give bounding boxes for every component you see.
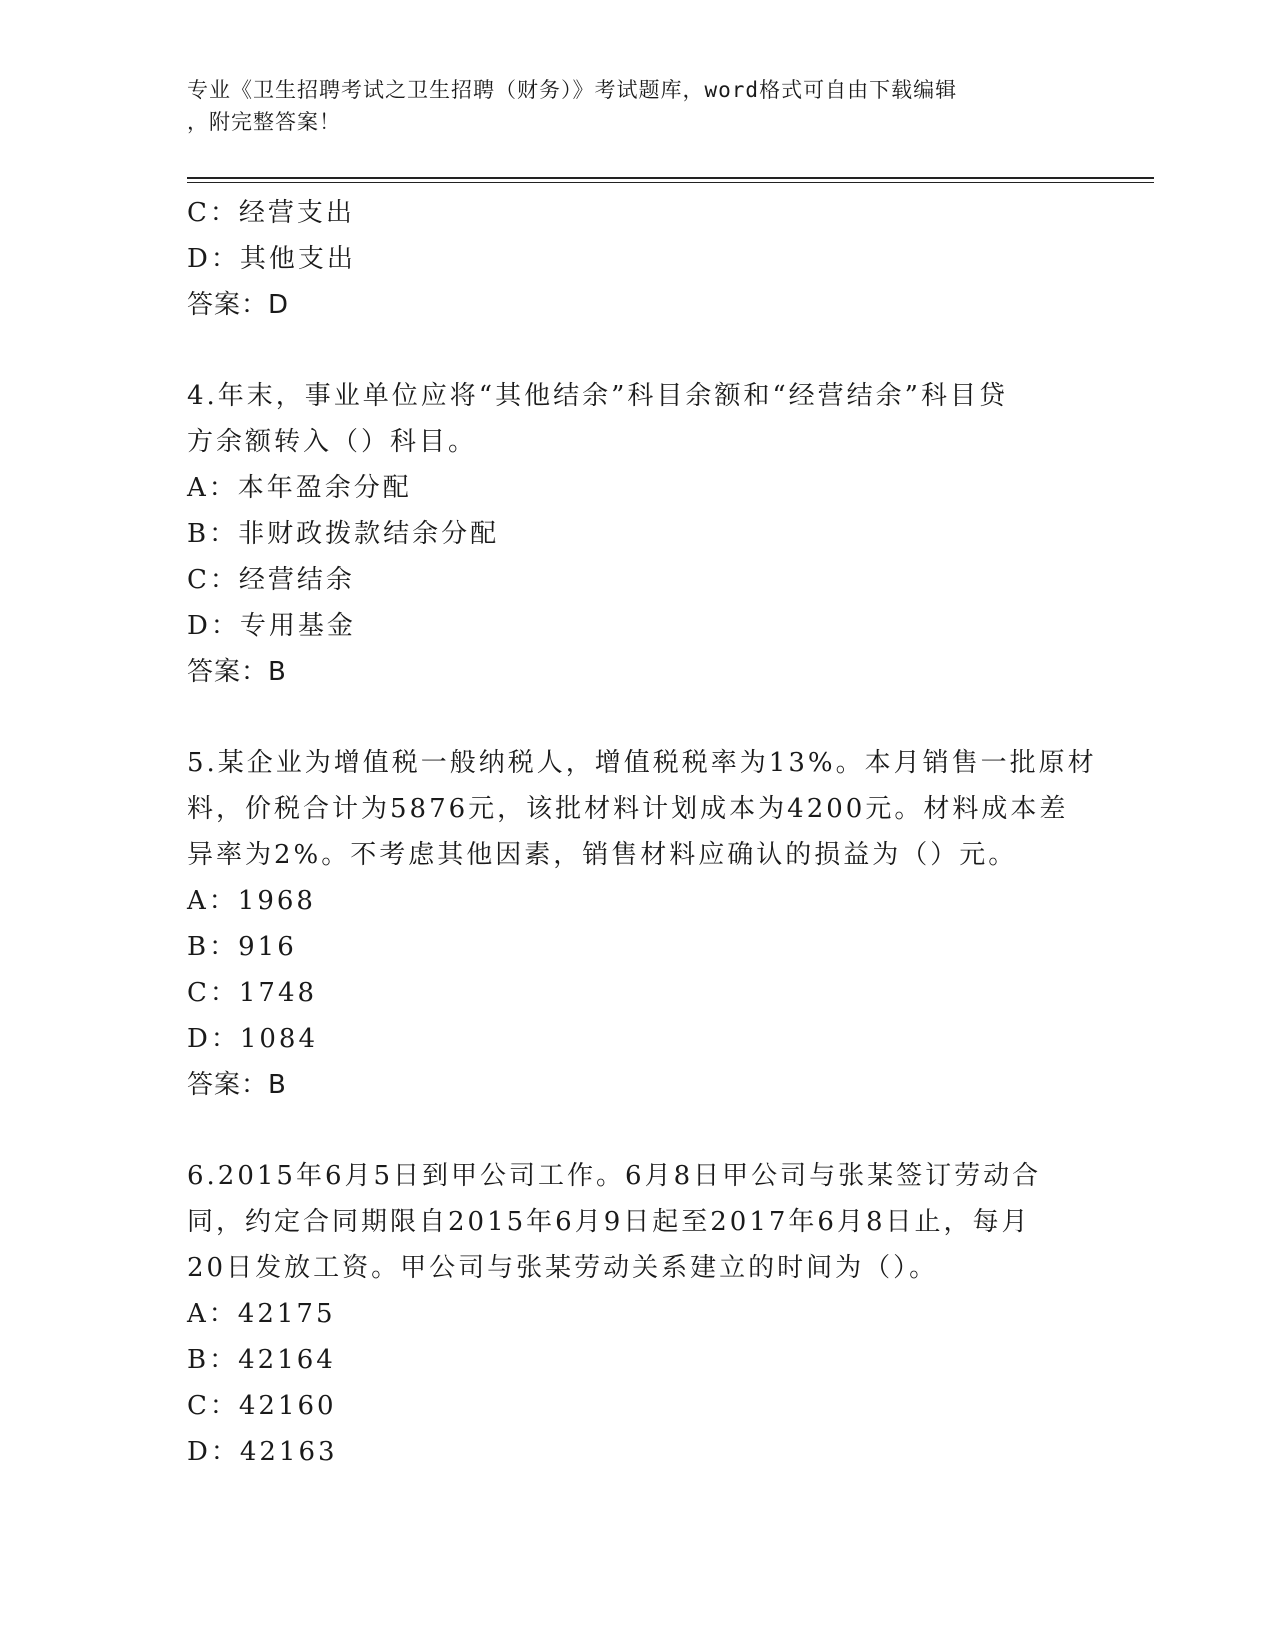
header-line-1: 专业《卫生招聘考试之卫生招聘（财务）》考试题库，word格式可自由下载编辑 xyxy=(187,78,958,102)
question-3-tail xyxy=(187,190,1087,328)
answer-line: 答案：B xyxy=(187,1070,287,1100)
question-stem-line: 6.2015年6月5日到甲公司工作。6月8日甲公司与张某签订劳动合 xyxy=(187,1161,1042,1191)
option-d: D：其他支出 xyxy=(187,244,356,274)
option-d: D：1084 xyxy=(187,1024,319,1054)
answer-line: 答案：D xyxy=(187,290,290,320)
question-stem-line: 同，约定合同期限自2015年6月9日起至2017年6月8日止，每月 xyxy=(187,1207,1031,1237)
header-divider-thin xyxy=(187,182,1154,183)
header-divider-thick xyxy=(187,177,1154,179)
option-c: C：经营支出 xyxy=(187,198,355,228)
option-a: A：本年盈余分配 xyxy=(187,473,412,503)
question-4 xyxy=(187,373,1087,695)
question-stem-line: 方余额转入（）科目。 xyxy=(187,427,478,457)
option-b: B：916 xyxy=(187,932,297,962)
document-header xyxy=(187,74,1067,138)
question-6 xyxy=(187,1153,1087,1475)
question-list xyxy=(187,190,1097,1475)
option-d: D：专用基金 xyxy=(187,611,356,641)
option-b: B：非财政拨款结余分配 xyxy=(187,519,500,549)
spacer xyxy=(187,328,1087,373)
answer-line: 答案：B xyxy=(187,657,287,687)
header-line-2: ，附完整答案！ xyxy=(187,110,341,134)
option-a: A：42175 xyxy=(187,1299,336,1329)
question-stem-line: 4.年末，事业单位应将“其他结余”科目余额和“经营结余”科目贷 xyxy=(187,381,1008,411)
question-stem-line: 料，价税合计为5876元，该批材料计划成本为4200元。材料成本差 xyxy=(187,794,1069,824)
question-stem-line: 异率为2%。不考虑其他因素，销售材料应确认的损益为（）元。 xyxy=(187,840,1018,870)
question-5 xyxy=(187,740,1097,1108)
spacer xyxy=(187,1108,1087,1153)
option-a: A：1968 xyxy=(187,886,316,916)
option-c: C：42160 xyxy=(187,1391,337,1421)
option-c: C：1748 xyxy=(187,978,318,1008)
question-stem-line: 20日发放工资。甲公司与张某劳动关系建立的时间为（）。 xyxy=(187,1253,939,1283)
option-d: D：42163 xyxy=(187,1437,338,1467)
option-b: B：42164 xyxy=(187,1345,336,1375)
option-c: C：经营结余 xyxy=(187,565,355,595)
question-stem-line: 5.某企业为增值税一般纳税人，增值税税率为13%。本月销售一批原材 xyxy=(187,748,1097,778)
spacer xyxy=(187,695,1087,740)
